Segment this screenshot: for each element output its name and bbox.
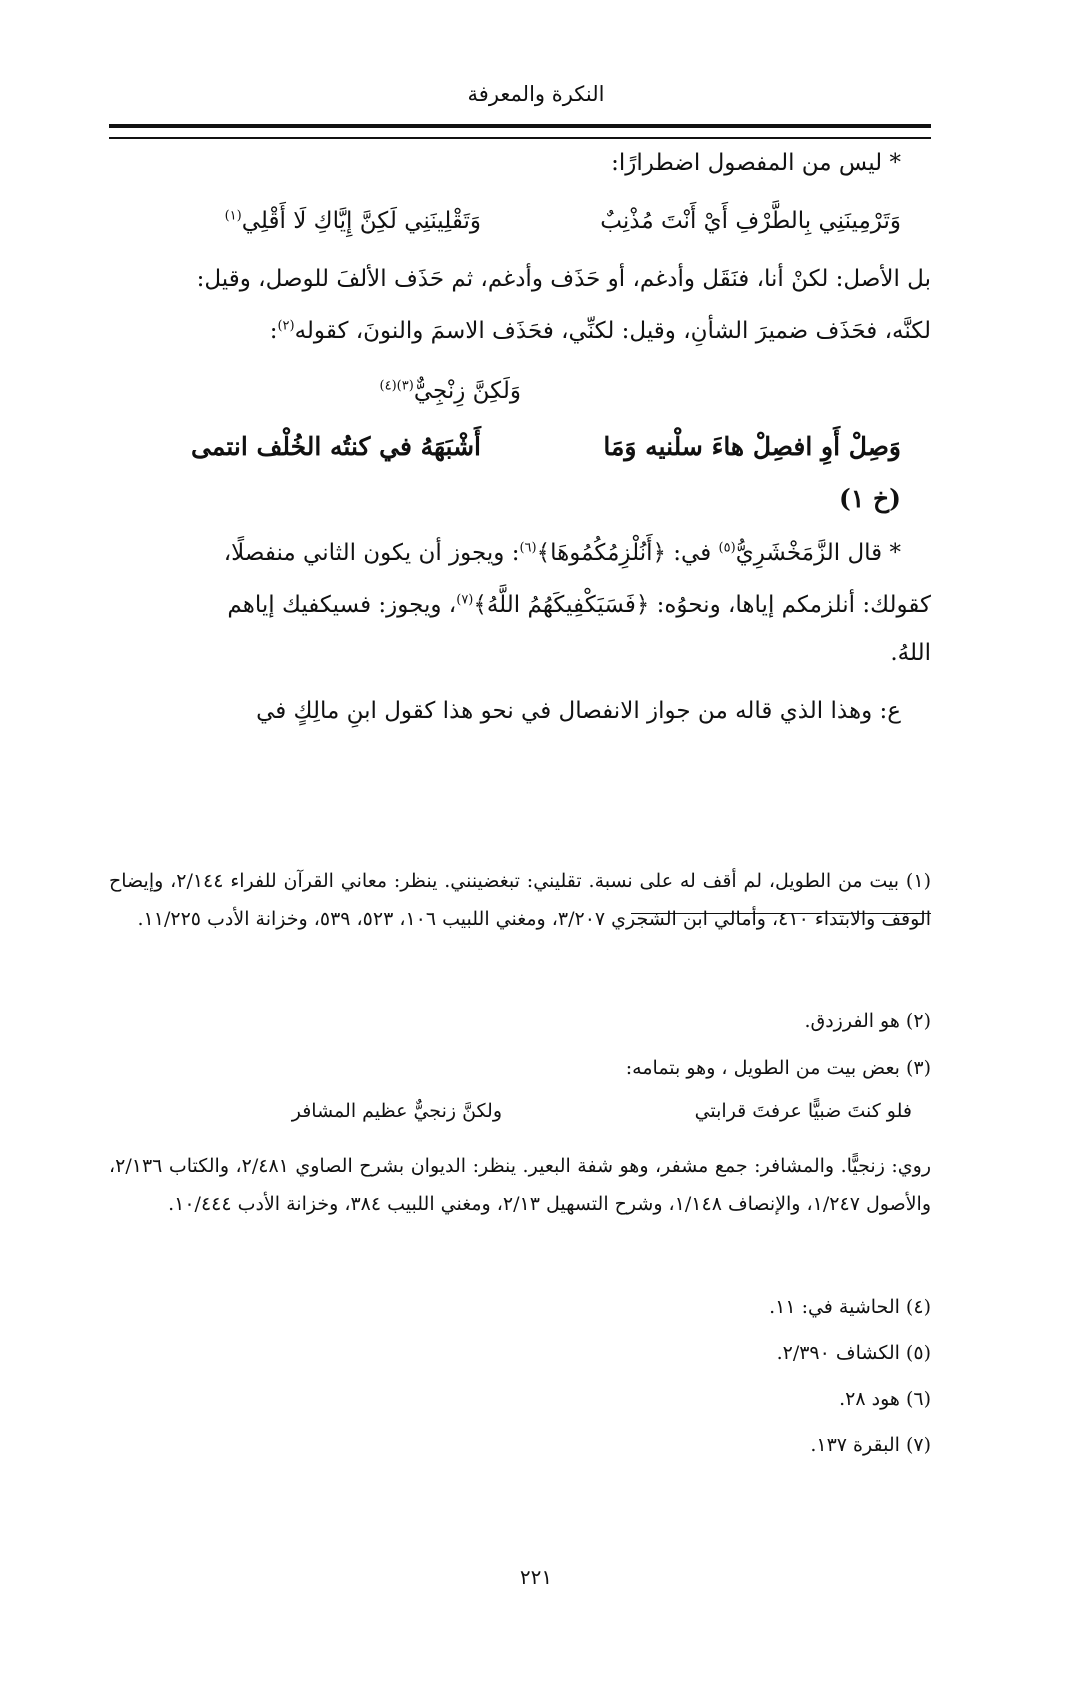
footnote: (١) بيت من الطويل، لم أقف له على نسبة. تقليني: تبغضينني. ينظر: معاني القرآن للفراء ٢/١٤٤، وإيضاح الوقف والابتداء ٤١٠، وأمالي ابن الشجري ٣/٢٠٧، ومغني اللبيب ١٠٦، ٥٢٣، ٥٣٩، وخزانة الأدب ١١/٢٢٥. [109, 870, 931, 930]
footnote-verse-hemistich: ولكنَّ زنجيٌّ عظيم المشافر [291, 1100, 502, 1122]
verse-hemistich: أَشْبَهَهُ في كنتُه الخُلْف انتمى [191, 432, 481, 461]
header-rule-thick [109, 124, 931, 128]
footnote-ref: (٦) [519, 540, 537, 556]
page-number: ٢٢١ [519, 1565, 553, 1589]
body-line: بل الأصل: لكنْ أنا، فنَقَل وأدغم، أو حَذَف وأدغم، ثم حَذَف الألفَ للوصل، وقيل: [196, 266, 931, 292]
running-title: النكرة والمعرفة [467, 82, 605, 106]
body-line: لكنَّه، فحَذَف ضميرَ الشأنِ، وقيل: لكنِّي، فحَذَف الاسمَ والنونَ، كقوله$^{(٢)}$: [269, 318, 931, 344]
body-line: * قال الزَّمَخْشَرِيُّ$^{(٥)}$ في: ﴿أَنُلْزِمُكُمُوهَا﴾$^{(٦)}$: ويجوز أن يكون الثاني منفصلًا، [223, 540, 901, 566]
verse-hemistich: وَتَقْلِينَنِي لَكِنَّ إِيَّاكِ لَا أَقْلِي$^{(١)}$ [224, 208, 481, 234]
footnote: (٧) البقرة ١٣٧. [810, 1434, 931, 1456]
header-rule-thin [109, 137, 931, 139]
footnote-ref: (٢) [277, 318, 295, 334]
body-line: اللهُ. [890, 640, 931, 666]
verse-tag-label: (خ ١) [839, 484, 901, 513]
verse-hemistich: وَلَكِنَّ زِنْجِيٌّ$^{(٣)(٤)}$ [379, 378, 521, 404]
body-line: * ليس من المفصول اضطرارًا: [611, 150, 901, 176]
verse-hemistich: وَصِلْ أَوِ افصِلْ هاءَ سلْنيه وَمَا [603, 432, 901, 461]
footnote-ref: (١) [224, 208, 242, 224]
body-line: كقولك: أنلزمكم إياها، ونحوُه: ﴿فَسَيَكْفِيكَهُمُ اللَّهُ﴾$^{(٧)}$، ويجوز: فسيكفيك إياهم [227, 592, 931, 618]
footnote: روي: زنجيًّا. والمشافر: جمع مشفر، وهو شفة البعير. ينظر: الديوان بشرح الصاوي ٢/٤٨١، والكتاب ٢/١٣٦، والأصول ١/٢٤٧، والإنصاف ١/١٤٨، وشرح التسهيل ٢/١٣، ومغني اللبيب ٣٨٤، وخزانة الأدب ١٠/٤٤٤. [109, 1155, 931, 1215]
footnote: (٦) هود ٢٨. [839, 1388, 931, 1410]
footnote: (٣) بعض بيت من الطويل ، وهو بتمامه: [625, 1057, 931, 1079]
footnote: (٥) الكشاف ٢/٣٩٠. [776, 1342, 931, 1364]
verse-hemistich: وَتَرْمِينَنِي بِالطَّرْفِ أَيْ أَنْتَ مُذْنِبٌ [600, 208, 901, 234]
footnote-ref: (٧) [456, 592, 474, 608]
body-line: ع: وهذا الذي قاله من جواز الانفصال في نحو هذا كقول ابنِ مالِكٍ في [256, 698, 901, 724]
footnote-ref: (٥) [718, 540, 736, 556]
footnote: (٤) الحاشية في: ١١. [769, 1296, 931, 1318]
footnote-ref: (٣)(٤) [379, 378, 414, 394]
footnote-verse-hemistich: فلو كنتَ ضبيًّا عرفتَ قرابتي [694, 1100, 912, 1122]
footnote: (٢) هو الفرزدق. [804, 1010, 931, 1032]
